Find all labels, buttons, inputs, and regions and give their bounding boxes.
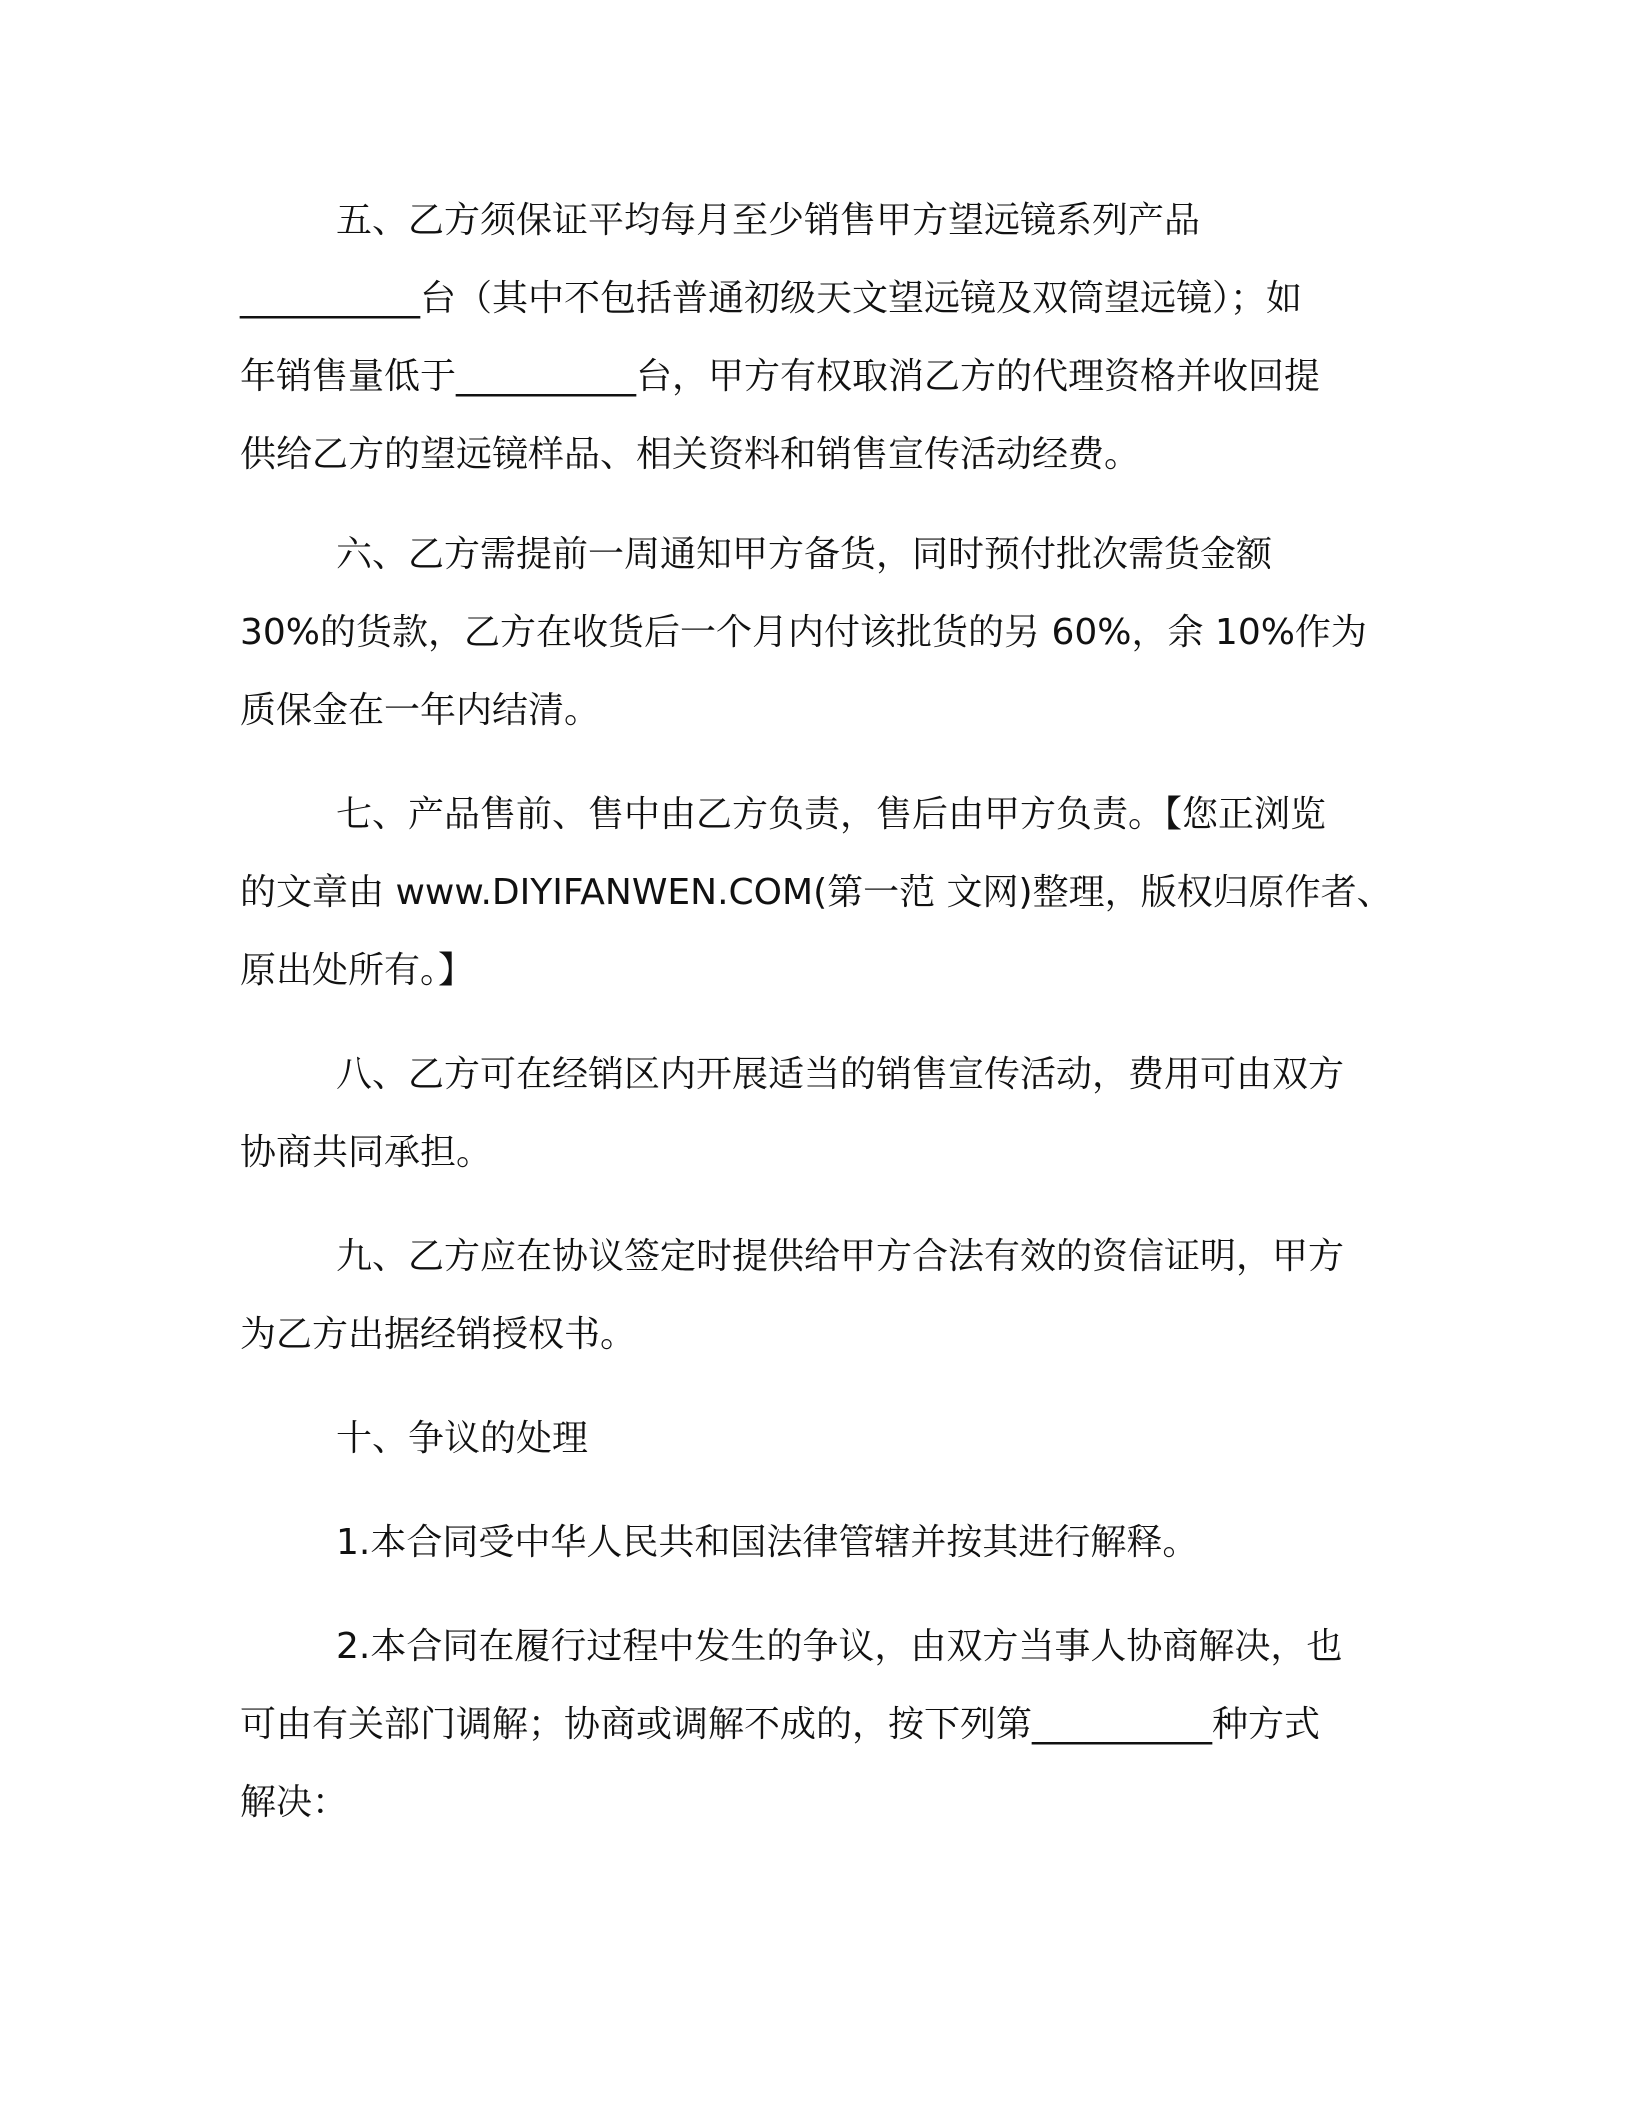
clause-8-paragraph: 八、乙方可在经销区内开展适当的销售宣传活动，费用可由双方 协商共同承担。: [240, 1054, 1345, 1173]
clause-9-paragraph: 九、乙方应在协议签定时提供给甲方合法有效的资信证明，甲方 为乙方出据经销授权书。: [240, 1236, 1345, 1355]
clause-5-paragraph: 五、乙方须保证平均每月至少销售甲方望远镜系列产品 __________台（其中不包括普通初级天文望远镜及双筒望远镜）；如 年销售量低于__________台，甲方有权取消乙方的代理资格并收回提 供给乙方的望远镜样品、相关资料和销售宣传活动经费。: [240, 200, 1321, 475]
clause-10-heading: 十、争议的处理: [336, 1418, 589, 1459]
clause-6-paragraph: 六、乙方需提前一周通知甲方备货，同时预付批次需货金额 30%的货款，乙方在收货后一个月内付该批货的另 60%，余 10%作为 质保金在一年内结清。: [240, 534, 1367, 731]
clause-7-paragraph: 七、产品售前、售中由乙方负责，售后由甲方负责。【您正浏览 的文章由 www.DIYIFANWEN.COM(第一范 文网)整理，版权归原作者、 原出处所有。】: [240, 794, 1393, 991]
clause-10-item-2: 2.本合同在履行过程中发生的争议，由双方当事人协商解决，也 可由有关部门调解；协商或调解不成的，按下列第__________种方式 解决：: [240, 1626, 1343, 1823]
clause-10-item-1: 1.本合同受中华人民共和国法律管辖并按其进行解释。: [336, 1522, 1199, 1563]
